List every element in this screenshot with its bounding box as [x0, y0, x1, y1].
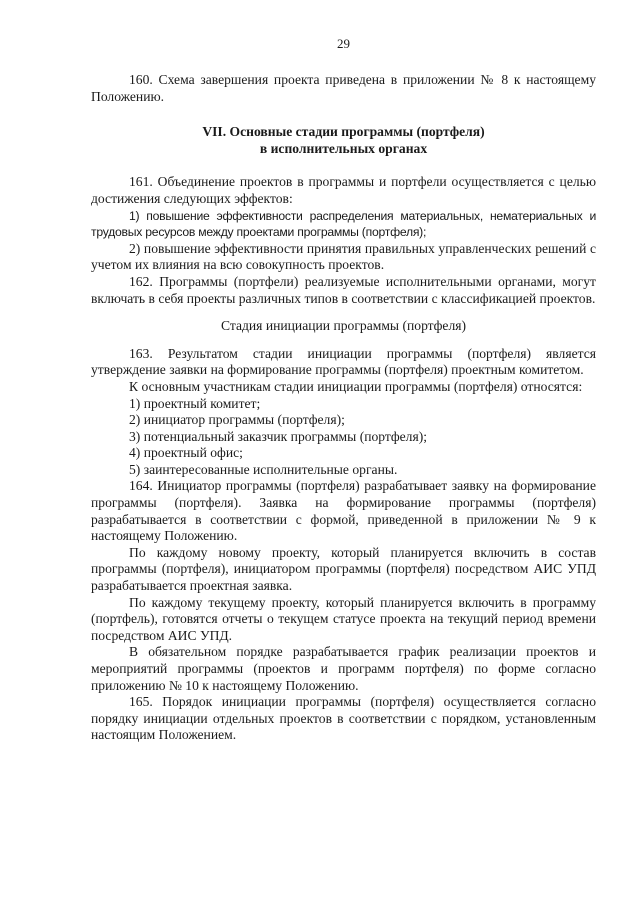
- section-heading-line-1: VII. Основные стадии программы (портфеля): [202, 124, 485, 140]
- paragraph-164-schedule: В обязательном порядке разрабатывается график реализации проектов и мероприятий программы (проектов и программ портфеля) по форме согласно приложению № 10 к настоящему Положению.: [91, 644, 596, 693]
- paragraph-163: 163. Результатом стадии инициации программы (портфеля) является утверждение заявки на формирование программы (портфеля) проектным комитетом.: [91, 345, 596, 378]
- section-heading-line-2: в исполнительных органах: [259, 140, 428, 156]
- participant-item-4: 4) проектный офис;: [129, 445, 243, 461]
- participant-item-5: 5) заинтересованные исполнительные органы.: [129, 461, 398, 477]
- paragraph-160: 160. Схема завершения проекта приведена в приложении № 8 к настоящему Положению.: [91, 72, 596, 104]
- section-heading: [91, 124, 596, 157]
- participant-item-3: 3) потенциальный заказчик программы (портфеля);: [129, 428, 428, 444]
- paragraph-164: 164. Инициатор программы (портфеля) разрабатывает заявку на формирование программы (портфеля). Заявка на формирование программы (портфеля) разрабатывается в соответствии с формой, приведенной в приложении № 9 к настоящему Положению.: [91, 478, 596, 544]
- paragraph-164-new-projects: По каждому новому проекту, который планируется включить в состав программы (портфеля), инициатором программы (портфеля) посредством АИС УПД разрабатывается проектная заявка.: [91, 544, 596, 594]
- paragraph-165: 165. Порядок инициации программы (портфеля) осуществляется согласно порядку инициации отдельных проектов в соответствии с порядком, установленным настоящим Положением.: [91, 694, 596, 743]
- list-item-161-1: 1) повышение эффективности распределения материальных, нематериальных и трудовых ресурсов между проектами программы (портфеля);: [91, 208, 596, 240]
- paragraph-164-current-projects: По каждому текущему проекту, который планируется включить в программу (портфель), готовятся отчеты о текущем статусе проекта на текущий период времени посредством АИС УПД.: [91, 594, 596, 643]
- subsection-heading: Стадия инициации программы (портфеля): [220, 318, 467, 334]
- participant-item-2: 2) инициатор программы (портфеля);: [129, 412, 345, 428]
- paragraph-162: 162. Программы (портфели) реализуемые исполнительными органами, могут включать в себя проекты различных типов в соответствии с классификацией проектов.: [91, 273, 596, 306]
- paragraph-participants-intro: К основным участникам стадии инициации программы (портфеля) относятся:: [129, 378, 583, 394]
- paragraph-161: 161. Объединение проектов в программы и портфели осуществляется с целью достижения следующих эффектов:: [91, 174, 596, 206]
- page-number: 29: [337, 36, 350, 51]
- participant-item-1: 1) проектный комитет;: [129, 395, 261, 411]
- list-item-161-2: 2) повышение эффективности принятия правильных управленческих решений с учетом их влияния на всю совокупность проектов.: [91, 240, 596, 273]
